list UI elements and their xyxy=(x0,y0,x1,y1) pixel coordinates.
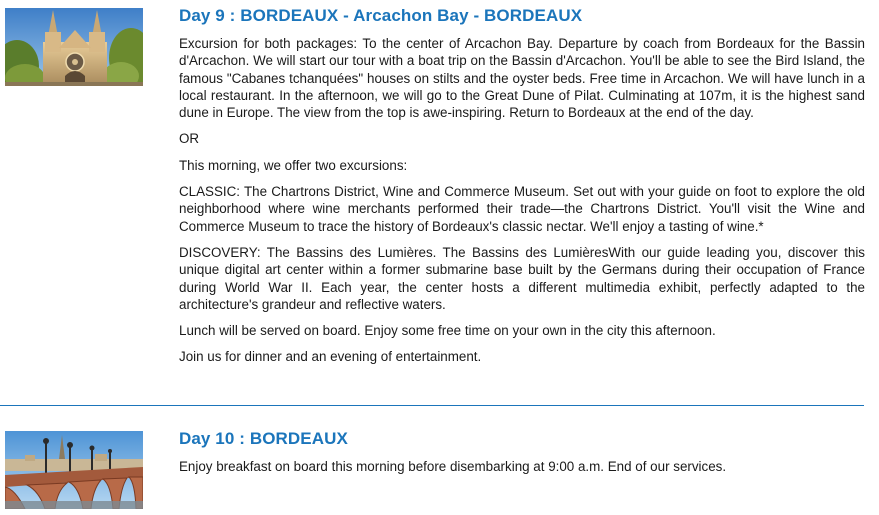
day-9-content xyxy=(179,6,865,375)
section-divider xyxy=(0,405,864,406)
day-10-paragraph: Enjoy breakfast on board this morning before disembarking at 9:00 a.m. End of our services. xyxy=(179,459,727,474)
day-10-title: Day 10 : BORDEAUX xyxy=(179,429,348,448)
day-9-paragraph: CLASSIC: The Chartrons District, Wine and Commerce Museum. Set out with your guide on foot to explore the old neighborhood where wine merchants performed their trade—the Chartrons District. You'll visit the Wine and Commerce Museum to trace the history of Bordeaux's classic nectar. We'll enjoy a tasting of wine.* xyxy=(179,184,865,234)
day-9-paragraph: Lunch will be served on board. Enjoy some free time on your own in the city this afternoon. xyxy=(179,323,716,339)
day-9-paragraph: OR xyxy=(179,131,200,147)
bridge-photo xyxy=(5,431,143,509)
day-9-paragraph: Excursion for both packages: To the center of Arcachon Bay. Departure by coach from Bordeaux for the Bassin d'Arcachon. We will start our tour with a boat trip on the Bassin d'Arcachon. You'll be able to see the Bird Island, the famous "Cabanes tchanquées" houses on stilts and the oyster beds. Free time in Arcachon. We will have lunch in a local restaurant. In the afternoon, we will go to the Great Dune of Pilat. Culminating at 107m, it is the highest sand dune in Europe. The view from the top is awe-inspiring. Return to Bordeaux at the end of the day. xyxy=(179,36,865,121)
day-9-paragraph: DISCOVERY: The Bassins des Lumières. The Bassins des LumièresWith our guide leading you, discover this unique digital art center within a former submarine base built by the Germans during their occupation of France during World War II. Each year, the center hosts a different multimedia exhibit, perfectly adapted to the architecture's grandeur and reflective waters. xyxy=(179,244,865,312)
day-9-paragraph: Join us for dinner and an evening of entertainment. xyxy=(179,349,482,365)
day-10-content xyxy=(179,429,865,484)
cathedral-photo xyxy=(5,8,143,86)
day-9-paragraph: This morning, we offer two excursions: xyxy=(179,157,408,173)
day-9-title: Day 9 : BORDEAUX - Arcachon Bay - BORDEAUX xyxy=(179,6,583,25)
